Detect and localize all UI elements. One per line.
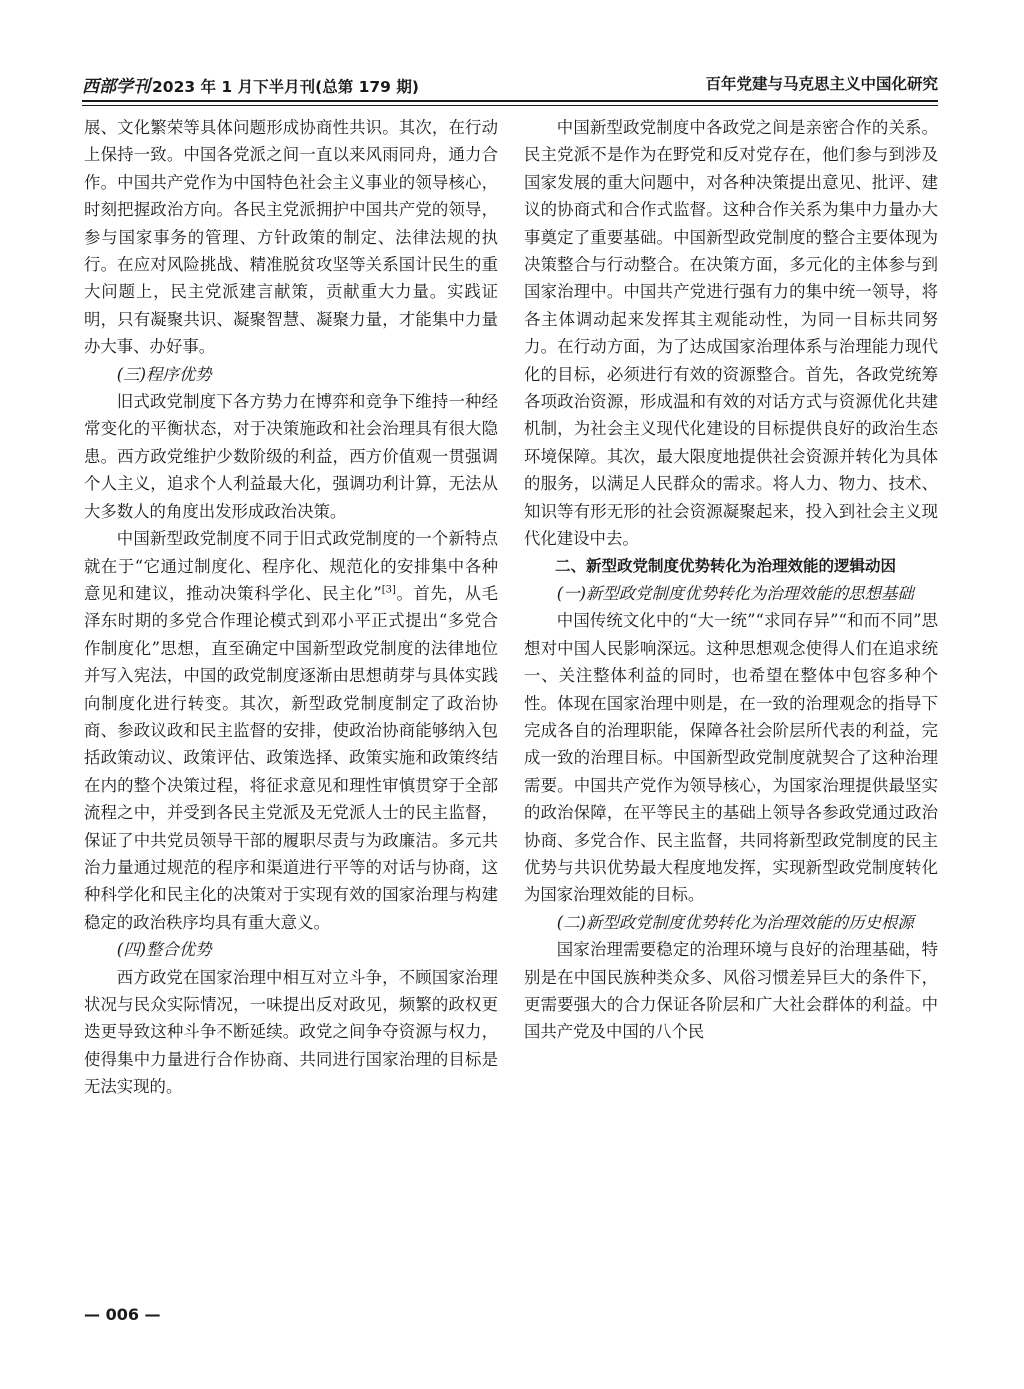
left-column xyxy=(84,114,498,1101)
subsection-heading: (三)程序优势 xyxy=(116,364,212,384)
running-header xyxy=(82,70,938,104)
header-rule-thin xyxy=(82,105,938,106)
page-number: — 006 — xyxy=(84,1305,161,1324)
paragraph: 国家治理需要稳定的治理环境与良好的治理基础，特别是在中国民族种类众多、风俗习惯差异巨大的条件下，更需要强大的合力保证各阶层和广大社会群体的利益。中国共产党及中国的八个民 xyxy=(524,940,938,1042)
paragraph-text: 中国新型政党制度不同于旧式政党制度的一个新特点就在于“它通过制度化、程序化、规范化的安排集中各种意见和建议，推动决策科学化、民主化” xyxy=(84,529,498,603)
subsection-heading: (四)整合优势 xyxy=(116,940,212,960)
citation-ref: [3] xyxy=(381,584,396,596)
paragraph: 中国传统文化中的“大一统”“求同存异”“和而不同”思想对中国人民影响深远。这种思想观念使得人们在追求统一、关注整体利益的同时，也希望在整体中包容多种个性。体现在国家治理中则是，在一致的治理观念的指导下完成各自的治理职能，保障各社会阶层所代表的利益，完成一致的治理目标。中国新型政党制度就契合了这种治理需要。中国共产党作为领导核心，为国家治理提供最坚实的政治保障，在平等民主的基础上领导各参政党通过政治协商、多党合作、民主监督，共同将新型政党制度的民主优势与共识优势最大程度地发挥，实现新型政党制度转化为国家治理效能的目标。 xyxy=(524,611,938,905)
header-section-title: 百年党建与马克思主义中国化研究 xyxy=(705,75,938,93)
paragraph xyxy=(84,525,498,936)
subsection-heading: (二)新型政党制度优势转化为治理效能的历史根源 xyxy=(556,912,914,932)
paragraph: 中国新型政党制度中各政党之间是亲密合作的关系。民主党派不是作为在野党和反对党存在，他们参与到涉及国家发展的重大问题中，对各种决策提出意见、批评、建议的协商式和合作式监督。这种合作关系为集中力量办大事奠定了重要基础。中国新型政党制度的整合主要体现为决策整合与行动整合。在决策方面，多元化的主体参与到国家治理中。中国共产党进行强有力的集中统一领导，将各主体调动起来发挥其主观能动性，为同一目标共同努力。在行动方面，为了达成国家治理体系与治理能力现代化的目标，必须进行有效的资源整合。首先，各政党统筹各项政治资源，形成温和有效的对话方式与资源优化共建机制，为社会主义现代化建设的目标提供良好的政治生态环境保障。其次，最大限度地提供社会资源并转化为具体的服务，以满足人民群众的需求。将人力、物力、技术、知识等有形无形的社会资源凝聚起来，投入到社会主义现代化建设中去。 xyxy=(524,118,938,549)
paragraph: 旧式政党制度下各方势力在博弈和竞争下维持一种经常变化的平衡状态，对于决策施政和社会治理具有很大隐患。西方政党维护少数阶级的利益，西方价值观一贯强调个人主义，追求个人利益最大化，强调功利计算，无法从大多数人的角度出发形成政治决策。 xyxy=(84,392,498,521)
issue-info: 2023 年 1 月下半月刊(总第 179 期) xyxy=(152,78,419,96)
subsection-heading: (一)新型政党制度优势转化为治理效能的思想基础 xyxy=(556,583,914,603)
paragraph: 西方政党在国家治理中相互对立斗争，不顾国家治理状况与民众实际情况，一味提出反对政见，频繁的政权更迭更导致这种斗争不断延续。政党之间争夺资源与权力，使得集中力量进行合作协商、共同进行国家治理的目标是无法实现的。 xyxy=(84,967,498,1097)
header-issue xyxy=(82,72,419,97)
header-rule-thick xyxy=(82,100,938,102)
paragraph: 展、文化繁荣等具体问题形成协商性共识。其次，在行动上保持一致。中国各党派之间一直以来风雨同舟，通力合作。中国共产党作为中国特色社会主义事业的领导核心，时刻把握政治方向。各民主党派拥护中国共产党的领导，参与国家事务的管理、方针政策的制定、法律法规的执行。在应对风险挑战、精准脱贫攻坚等关系国计民生的重大问题上，民主党派建言献策，贡献重大力量。实践证明，只有凝聚共识、凝聚智慧、凝聚力量，才能集中力量办大事、办好事。 xyxy=(84,118,498,357)
section-heading: 二、新型政党制度优势转化为治理效能的逻辑动因 xyxy=(555,556,897,575)
journal-logo: 西部学刊 xyxy=(82,77,150,97)
right-column xyxy=(524,114,938,1046)
paragraph-text: 。首先，从毛泽东时期的多党合作理论模式到邓小平正式提出“多党合作制度化”思想，直至确定中国新型政党制度的法律地位并写入宪法，中国的政党制度逐渐由思想萌芽与具体实践向制度化进行转变。其次，新型政党制度制定了政治协商、参政议政和民主监督的安排，使政治协商能够纳入包括政策动议、政策评估、政策选择、政策实施和政策终结在内的整个决策过程，将征求意见和理性审慎贯穿于全部流程之中，并受到各民主党派及无党派人士的民主监督，保证了中共党员领导干部的履职尽责与为政廉洁。多元共治力量通过规范的程序和渠道进行平等的对话与协商，这种科学化和民主化的决策对于实现有效的国家治理与构建稳定的政治秩序均具有重大意义。 xyxy=(84,583,498,932)
